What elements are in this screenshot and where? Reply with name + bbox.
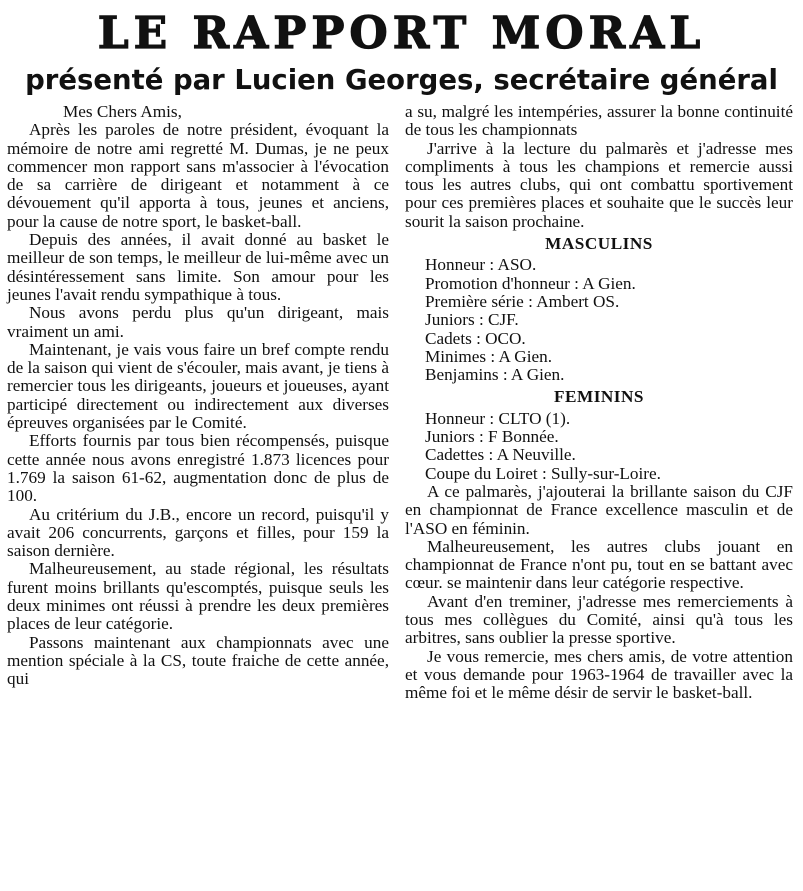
result-item: Honneur : ASO. [425,255,537,275]
masculins-results [405,256,793,384]
result-item: Juniors : CJF. [425,310,519,330]
result-item: Minimes : A Gien. [425,346,552,366]
paragraph: Malheureusement, les autres clubs jouant en championnat de France n'ont pu, tout en se battant avec cœur. se maintenir dans leur catégorie respective. [405,536,793,593]
result-item: Première série : Ambert OS. [425,291,620,311]
paragraph: A ce palmarès, j'ajouterai la brillante saison du CJF en championnat de France excellence masculin et de l'ASO en féminin. [405,481,793,538]
greeting: Mes Chers Amis, [63,102,182,121]
article-subtitle: présenté par Lucien Georges, secrétaire général [25,64,778,96]
paragraph: Je vous remercie, mes chers amis, de votre attention et vous demande pour 1963-1964 de travailler avec la même foi et le même désir de servir le basket-ball. [405,646,793,703]
left-column [7,103,389,689]
result-item: Cadets : OCO. [425,328,526,348]
paragraph: Avant d'en treminer, j'adresse mes remerciements à tous mes collègues du Comité, ainsi qu'à tous les arbitres, sans oublier la presse sportive. [405,591,793,648]
result-item: Juniors : F Bonnée. [425,427,559,447]
result-item: Benjamins : A Gien. [425,365,565,385]
paragraph: Efforts fournis par tous bien récompensés, puisque cette année nous avons enregistré 1.873 licences pour 1.769 la saison 61-62, augmentation donc de plus de 100. [7,431,389,506]
paragraph: Nous avons perdu plus qu'un dirigeant, mais vraiment un ami. [7,303,389,341]
feminins-results [405,410,793,483]
feminins-heading: FEMININS [554,387,644,407]
result-item: Cadettes : A Neuville. [425,445,576,465]
paragraph: Après les paroles de notre président, évoquant la mémoire de notre ami regretté M. Dumas, je ne peux commencer mon rapport sans m'associer à l'évocation de sa carrière de dirigeant et notamment à ce dévouement qu'il apporta à tous, jeunes et anciens, pour la cause de notre sport, le basket-ball. [7,120,389,231]
paragraph: Malheureusement, au stade régional, les résultats furent moins brillants qu'escomptés, puisque seuls les deux minimes ont réussi à prendre les deux premières places de leur catégorie. [7,559,389,634]
paragraph: J'arrive à la lecture du palmarès et j'adresse mes compliments à tous les champions et remercie aussi tous les autres clubs, qui ont combattu sportivement pour ces premières places et souhaite que le succès leur sourit la saison prochaine. [405,138,793,231]
article-title: LE RAPPORT MORAL [97,8,706,59]
paragraph: Passons maintenant aux championnats avec une mention spéciale à la CS, toute fraiche de cette année, qui [7,632,389,689]
paragraph: Au critérium du J.B., encore un record, puisqu'il y avait 206 concurrents, garçons et filles, pour 159 la saison dernière. [7,504,389,561]
result-item: Honneur : CLTO (1). [425,408,571,428]
result-item: Coupe du Loiret : Sully-sur-Loire. [425,463,661,483]
paragraph: Maintenant, je vais vous faire un bref compte rendu de la saison qui vient de s'écouler, mais avant, je tiens à remercier tous les dirigeants, joueurs et joueuses, ayant participé directement ou indirectement aux diverses épreuves organisées par le Comité. [7,339,389,433]
result-item: Promotion d'honneur : A Gien. [425,273,636,293]
right-column [405,103,793,703]
masculins-heading: MASCULINS [545,234,653,254]
paragraph: Depuis des années, il avait donné au basket le meilleur de son temps, le meilleur de lui-même avec un désintéressement sans limite. Son amour pour les jeunes l'avait rendu sympathique à tous. [7,230,389,304]
paragraph-continued: a su, malgré les intempéries, assurer la bonne continuité de tous les championnats [405,102,793,140]
